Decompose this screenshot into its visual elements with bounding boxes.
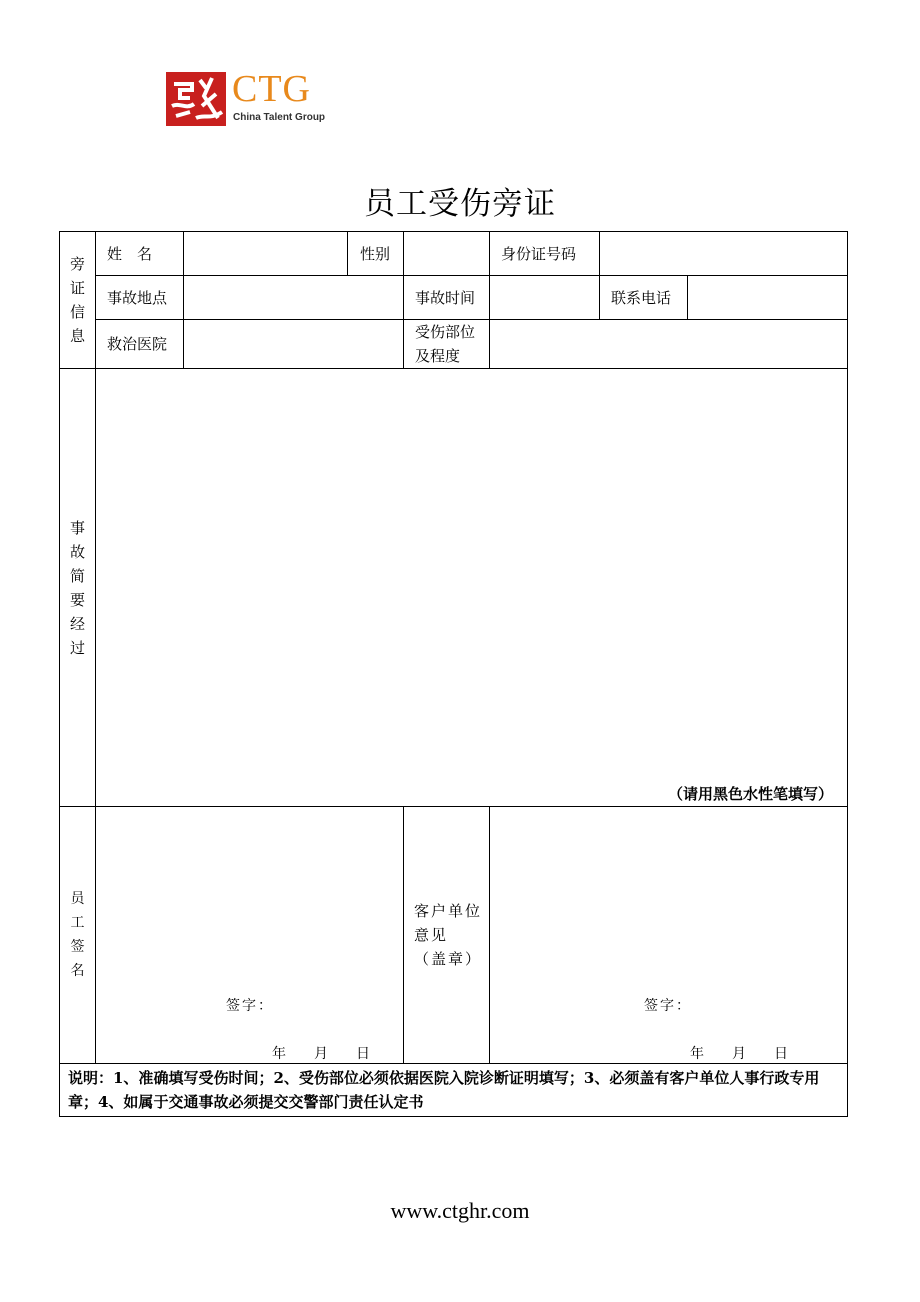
employee-sign-label: 签字： (226, 998, 274, 1014)
page-title: 员工受伤旁证 (364, 186, 556, 222)
hospital-label: 救治医院 (96, 320, 184, 369)
injury-field[interactable] (490, 320, 848, 369)
logo-tagline: China Talent Group (233, 112, 326, 123)
logo-brand-text: CTG (232, 68, 311, 110)
client-sign-date: 年 月 日 (690, 1046, 788, 1062)
phone-label: 联系电话 (600, 276, 688, 320)
name-field[interactable] (184, 232, 348, 276)
accident-place-field[interactable] (184, 276, 404, 320)
employee-signature-field[interactable] (96, 807, 404, 1064)
accident-summary-field[interactable] (96, 369, 848, 807)
hospital-field[interactable] (184, 320, 404, 369)
instructions-note: 说明：1、准确填写受伤时间；2、受伤部位必须依据医院入院诊断证明填写；3、必须盖有客户单位人事行政专用章；4、如属于交通事故必须提交交警部门责任认定书 (60, 1064, 848, 1117)
name-label: 姓 名 (96, 232, 184, 276)
client-opinion-field[interactable] (490, 807, 848, 1064)
company-logo (166, 68, 346, 128)
client-opinion-label: 客户单位 意见 （盖章） (404, 807, 490, 1064)
injury-label: 受伤部位 及程度 (404, 320, 490, 369)
client-sign-label: 签字： (644, 998, 692, 1014)
id-number-label: 身份证号码 (490, 232, 600, 276)
gender-field[interactable] (404, 232, 490, 276)
gender-label: 性别 (348, 232, 404, 276)
logo-mark-icon (166, 72, 226, 126)
accident-time-label: 事故时间 (404, 276, 490, 320)
accident-summary-label: 事 故 简 要 经 过 (60, 369, 96, 807)
pen-hint: （请用黑色水性笔填写） (667, 785, 833, 803)
id-number-field[interactable] (600, 232, 848, 276)
phone-field[interactable] (688, 276, 848, 320)
employee-signature-label: 员 工 签 名 (60, 807, 96, 1064)
accident-place-label: 事故地点 (96, 276, 184, 320)
witness-info-label: 旁 证 信 息 (60, 232, 96, 369)
footer-website: www.ctghr.com (390, 1198, 530, 1223)
injury-witness-form (59, 231, 848, 1117)
accident-time-field[interactable] (490, 276, 600, 320)
employee-sign-date: 年 月 日 (272, 1046, 370, 1062)
